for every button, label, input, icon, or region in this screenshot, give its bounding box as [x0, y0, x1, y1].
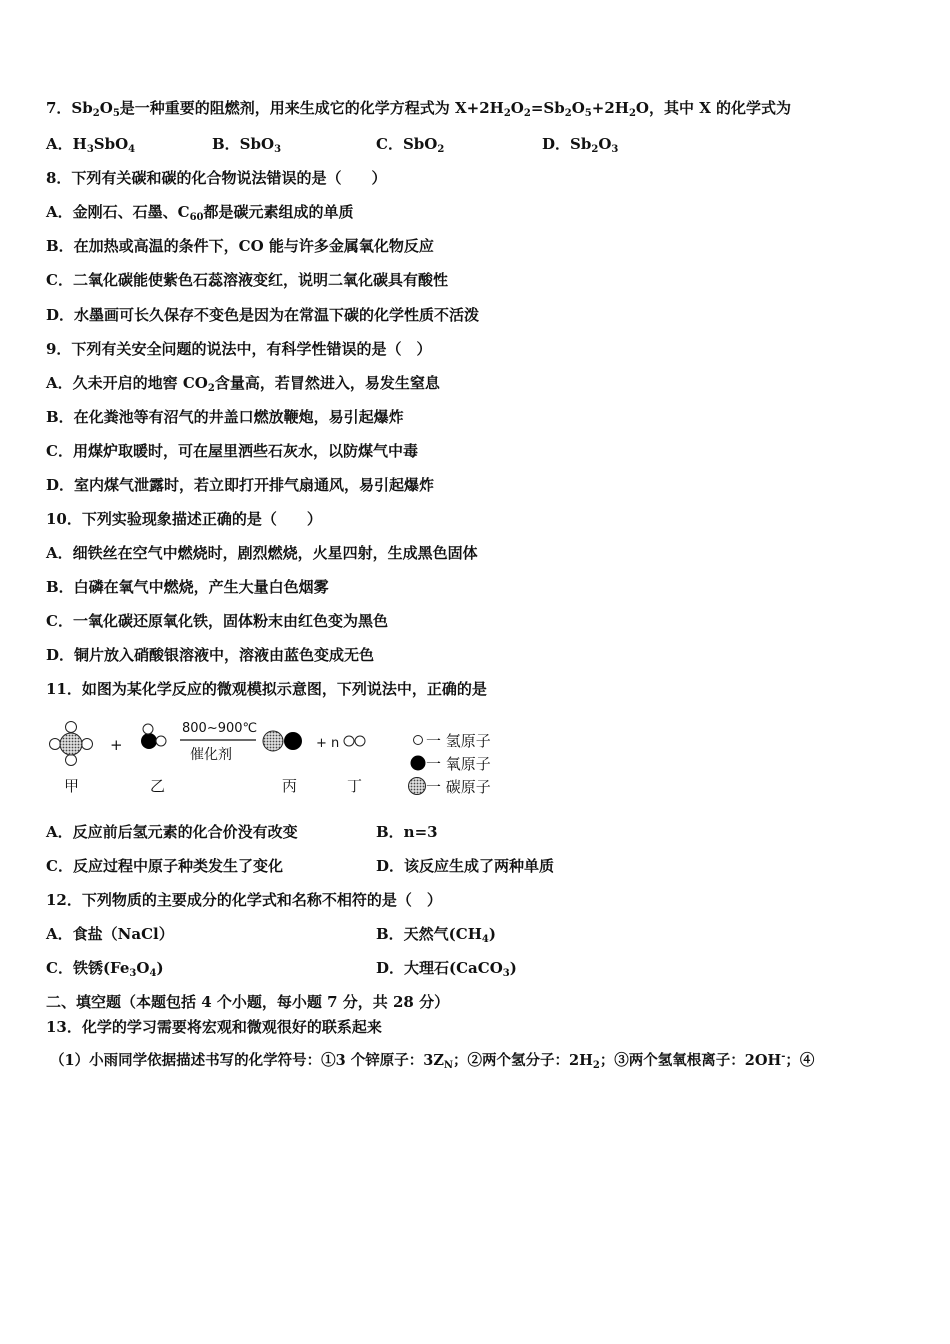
reaction-diagram: [44, 716, 514, 806]
molecule-yi: [141, 724, 166, 749]
q11-option-a: A．反应前后氢元素的化合价没有改变: [46, 823, 298, 841]
q7-option-d: D．$Sb_2O_3$: [542, 135, 619, 155]
q9-option-c: C．用煤炉取暖时，可在屋里洒些石灰水，以防煤气中毒: [46, 442, 418, 460]
q7-option-a: A．$H_3SbO_4$: [46, 135, 136, 155]
legend-hydrogen-icon: [414, 736, 423, 745]
q9-option-d: D．室内煤气泄露时，若立即打开排气扇通风，易引起爆炸: [46, 476, 435, 494]
molecule-bing: [263, 731, 302, 751]
q9-option-b: B．在化粪池等有沼气的井盖口燃放鞭炮，易引起爆炸: [46, 408, 404, 426]
q11-option-b: B．n=3: [376, 823, 438, 841]
q11-option-c: C．反应过程中原子种类发生了变化: [46, 857, 283, 875]
q12-option-a: A．食盐（NaCl）: [46, 925, 174, 943]
q12-option-c: C．铁锈$(Fe_3O_4)$: [46, 959, 164, 979]
q11-option-d: D．该反应生成了两种单质: [376, 857, 555, 875]
q10-stem: 10．下列实验现象描述正确的是（ ）: [46, 510, 322, 528]
legend-carbon: 一 碳原子: [426, 778, 491, 796]
label-ding: 丁: [347, 777, 363, 795]
q8-option-c: C．二氧化碳能使紫色石蕊溶液变红，说明二氧化碳具有酸性: [46, 271, 448, 289]
q8-option-b: B．在加热或高温的条件下，CO 能与许多金属氧化物反应: [46, 237, 434, 255]
q10-option-a: A．细铁丝在空气中燃烧时，剧烈燃烧，火星四射，生成黑色固体: [46, 544, 478, 562]
q7-stem: 7．$Sb_2O_5$是一种重要的阻燃剂，用来生成它的化学方程式为 $X+2H_2O_2=Sb_2O_5+2H_2O$，其中 X 的化学式为: [46, 99, 792, 119]
label-bing: 丙: [282, 777, 298, 795]
q8-option-a: A．金刚石、石墨、$C_{60}$都是碳元素组成的单质: [46, 203, 354, 223]
diagram-legend: [409, 732, 491, 796]
q8-stem: 8．下列有关碳和碳的化合物说法错误的是（ ）: [46, 169, 387, 187]
legend-carbon-icon: [409, 778, 426, 795]
plus-sign: +: [110, 736, 123, 754]
reaction-condition-temperature: 800~900℃: [182, 721, 258, 736]
reaction-condition-catalyst: 催化剂: [190, 747, 232, 763]
label-jia: 甲: [64, 777, 80, 795]
q10-option-c: C．一氧化碳还原氧化铁，固体粉末由红色变为黑色: [46, 612, 388, 630]
q10-option-b: B．白磷在氧气中燃烧，产生大量白色烟雾: [46, 578, 329, 596]
q9-option-a: A．久未开启的地窖 $CO_2$含量高，若冒然进入，易发生窒息: [46, 374, 440, 394]
legend-oxygen: 一 氧原子: [426, 755, 491, 773]
q8-option-d: D．水墨画可长久保存不变色是因为在常温下碳的化学性质不活泼: [46, 306, 480, 324]
legend-hydrogen: 一 氢原子: [426, 732, 491, 750]
q13-part-1: （1）小雨同学依据描述书写的化学符号：①3 个锌原子：$3Z_N$；②两个氢分子：$2H_2$；③两个氢氧根离子：2OH-；④: [50, 1051, 815, 1071]
molecule-jia: [50, 722, 93, 766]
q12-option-b: B．天然气$(CH_4)$: [376, 925, 496, 945]
label-yi: 乙: [150, 777, 166, 795]
q12-stem: 12．下列物质的主要成分的化学式和名称不相符的是（ ）: [46, 891, 442, 909]
legend-oxygen-icon: [411, 756, 426, 771]
q13-stem: 13．化学的学习需要将宏观和微观很好的联系起来: [46, 1018, 382, 1036]
q7-option-b: B．SbO$_3$: [212, 135, 282, 155]
q11-stem: 11．如图为某化学反应的微观模拟示意图，下列说法中，正确的是: [46, 680, 487, 698]
molecule-ding: [344, 736, 365, 746]
q10-option-d: D．铜片放入硝酸银溶液中，溶液由蓝色变成无色: [46, 646, 375, 664]
q9-stem: 9．下列有关安全问题的说法中，有科学性错误的是（ ）: [46, 340, 432, 358]
coefficient-n: + n: [316, 736, 340, 751]
section-title: 二、填空题（本题包括 4 个小题，每小题 7 分，共 28 分）: [46, 993, 450, 1011]
q7-option-c: C．SbO$_2$: [376, 135, 445, 155]
q12-option-d: D．大理石(CaCO$_3$): [376, 959, 517, 979]
